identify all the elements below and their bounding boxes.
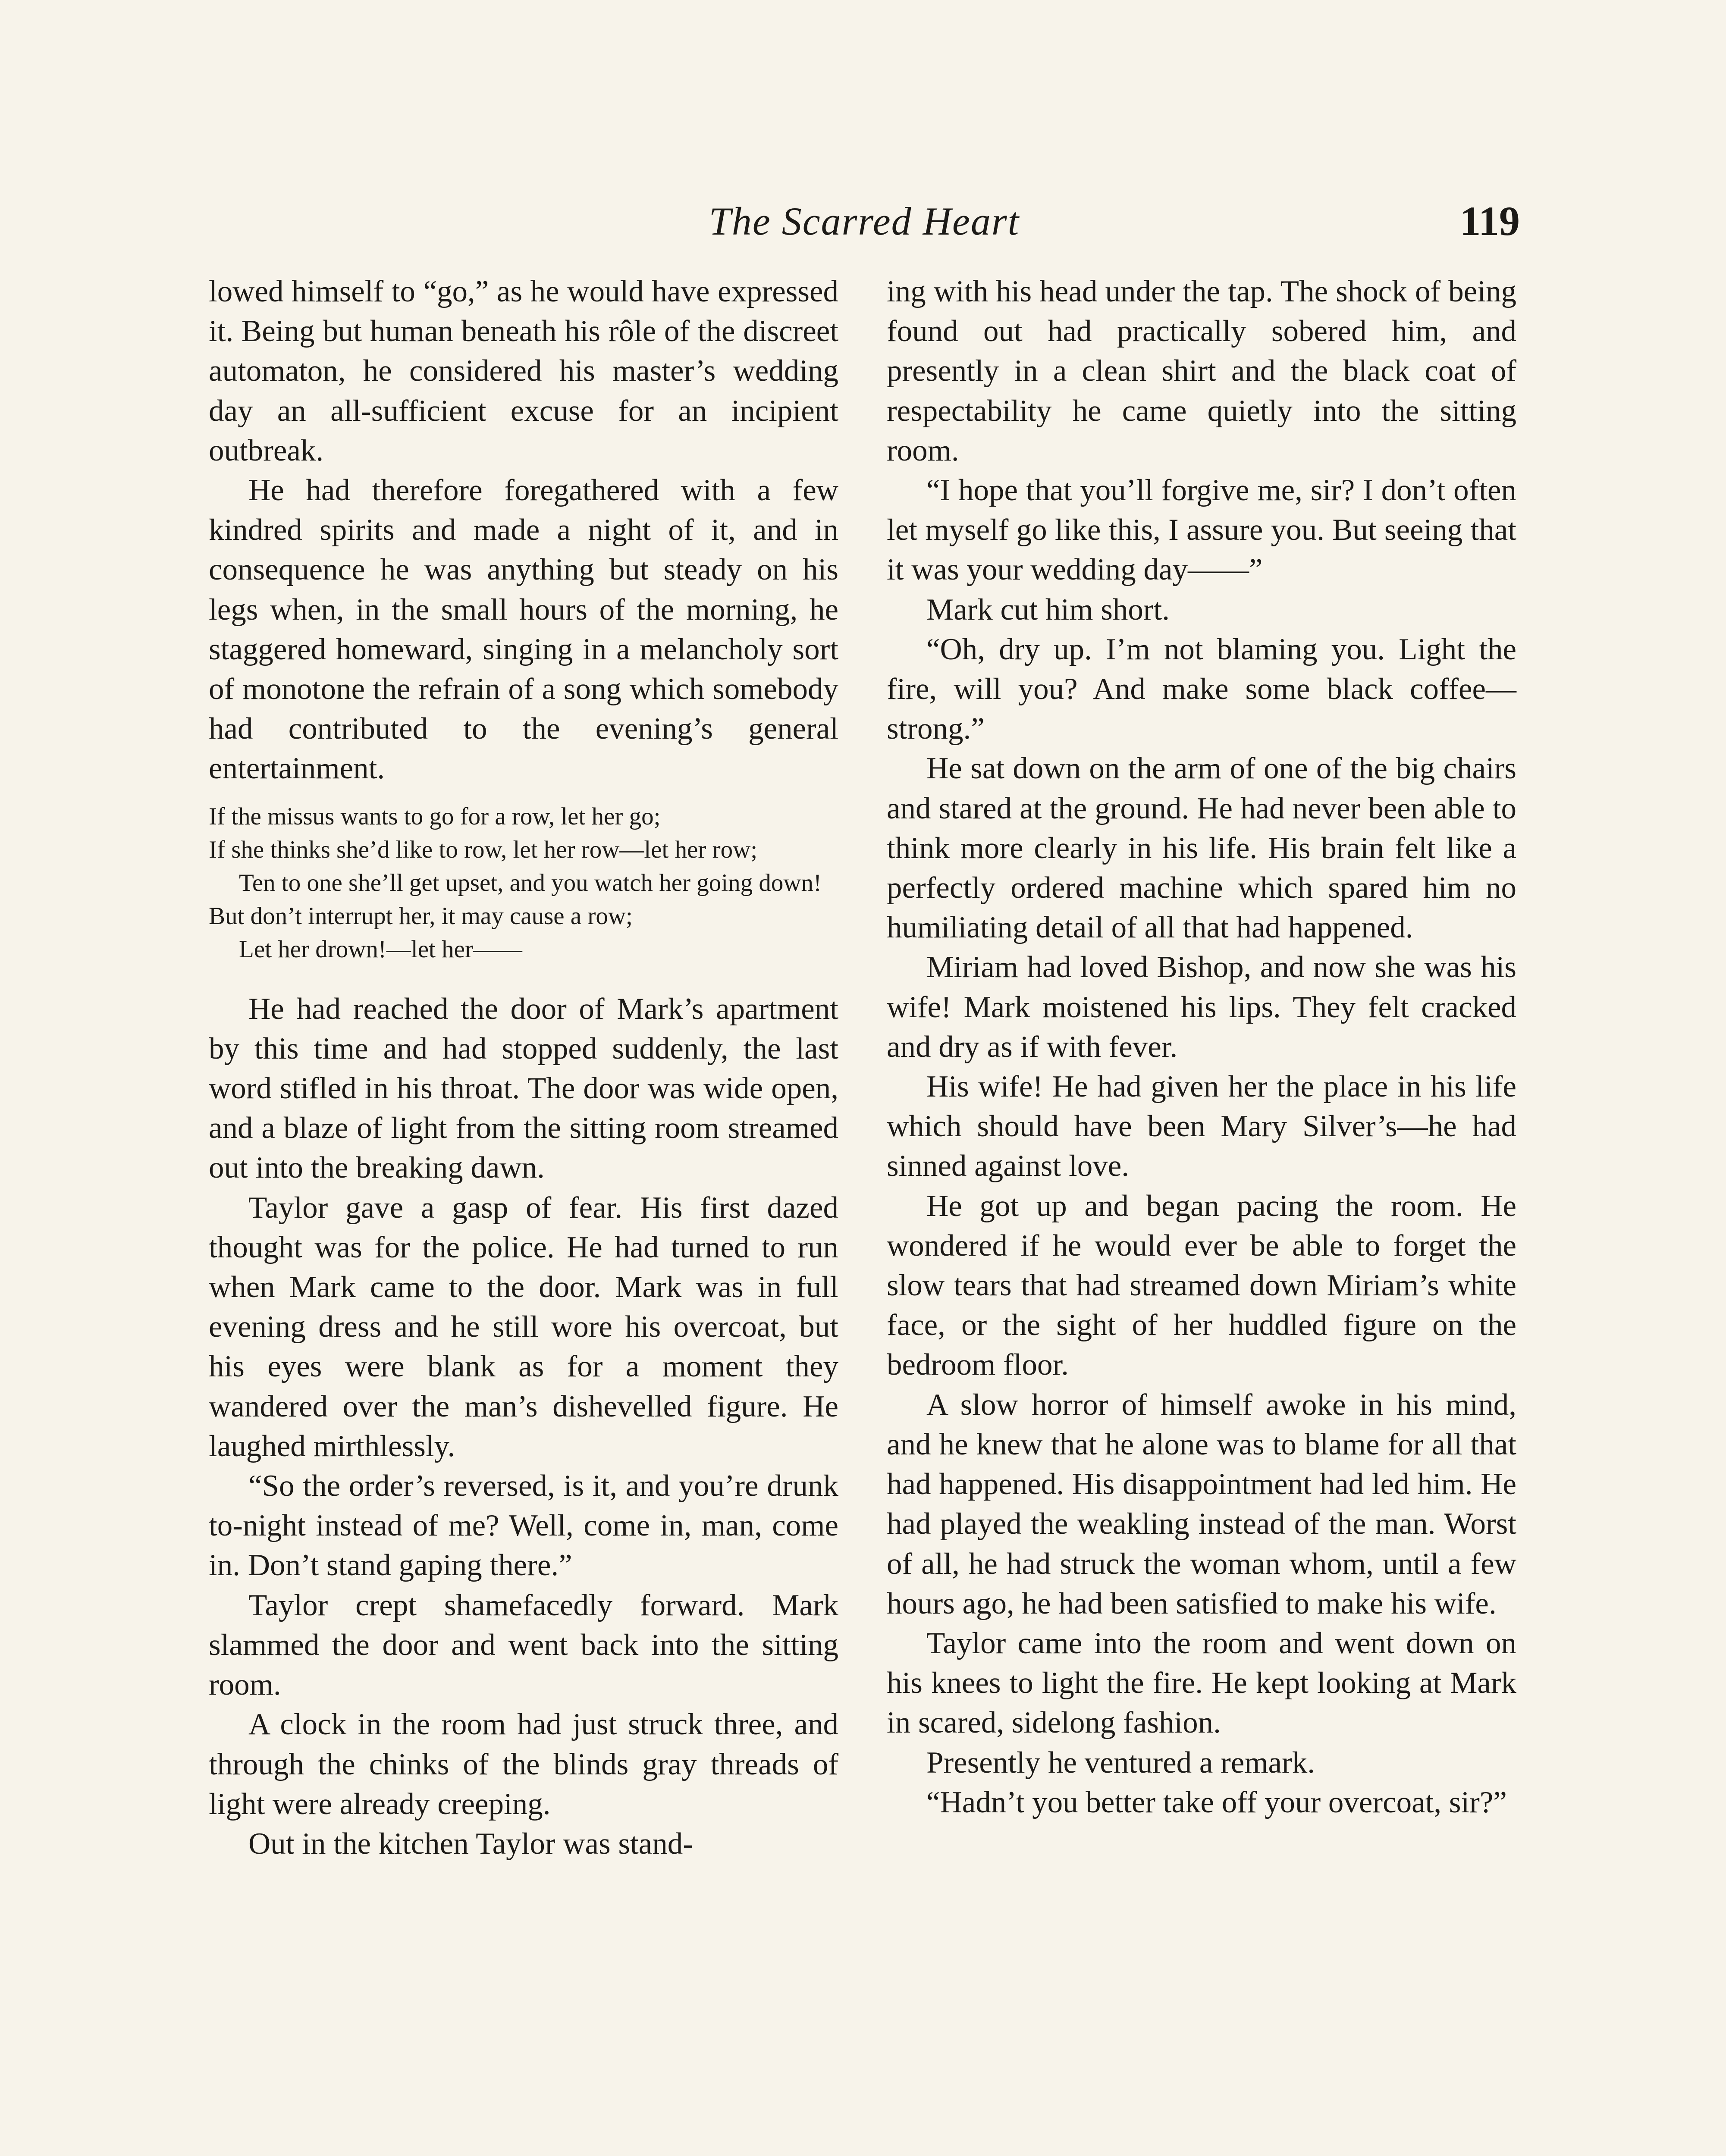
paragraph: Out in the kitchen Taylor was stand- [248, 1827, 693, 1861]
paragraph: Taylor gave a gasp of fear. His first dazed thought was for the police. He had turned to run when Mark came to the door. Mark was in full evening dress and he still wore his overcoat, but his eyes were blank as for a moment they wandered over the man’s dishevelled figure. He laughed mirthlessly. [209, 1191, 838, 1463]
paragraph: “Hadn’t you better take off your overcoat, sir?” [926, 1785, 1507, 1819]
page-header [209, 193, 1520, 249]
paragraph: Miriam had loved Bishop, and now she was his wife! Mark moistened his lips. They felt cracked and dry as if with fever. [887, 950, 1516, 1064]
verse-line: If the missus wants to go for a row, let her go; [209, 802, 661, 830]
paragraph: Taylor came into the room and went down on his knees to light the fire. He kept looking at Mark in scared, sidelong fashion. [887, 1626, 1516, 1740]
verse-line: Let her drown!—let her—— [239, 935, 522, 963]
paragraph: He got up and began pacing the room. He wondered if he would ever be able to forget the slow tears that had streamed down Miriam’s white face, or the sight of her huddled figure on the bedroom floor. [887, 1189, 1516, 1382]
paragraph: He sat down on the arm of one of the big chairs and stared at the ground. He had never been able to think more clearly in his life. His brain felt like a perfectly ordered machine which spared him no humiliating detail of all that had happened. [887, 752, 1516, 945]
paragraph: “Oh, dry up. I’m not blaming you. Light the fire, will you? And make some black coffee—strong.” [887, 632, 1516, 746]
verse-line: If she thinks she’d like to row, let her row—let her row; [209, 836, 758, 863]
running-title: The Scarred Heart [709, 199, 1020, 243]
verse-line: But don’t interrupt her, it may cause a row; [209, 902, 633, 930]
paragraph: “I hope that you’ll forgive me, sir? I don’t often let myself go like this, I assure you. But seeing that it was your wedding day——” [887, 473, 1516, 587]
paragraph: His wife! He had given her the place in his life which should have been Mary Silver’s—he had sinned against love. [887, 1070, 1516, 1183]
paragraph: Taylor crept shamefacedly forward. Mark slammed the door and went back into the sitting room. [209, 1588, 838, 1702]
paragraph: He had reached the door of Mark’s apartment by this time and had stopped suddenly, the last word stifled in his throat. The door was wide open, and a blaze of light from the sitting room streamed out into the breaking dawn. [209, 992, 838, 1185]
paragraph: ing with his head under the tap. The shock of being found out had practically sobered him, and presently in a clean shirt and the black coat of respectability he came quietly into the sitting room. [887, 275, 1516, 467]
paragraph: “So the order’s reversed, is it, and you’re drunk to-night instead of me? Well, come in, man, come in. Don’t stand gaping there.” [209, 1469, 838, 1583]
paragraph: Presently he ventured a remark. [926, 1745, 1315, 1780]
song-verse [209, 800, 838, 966]
right-column [887, 272, 1516, 1822]
paragraph: A clock in the room had just struck three, and through the chinks of the blinds gray threads of light were already creeping. [209, 1708, 838, 1821]
left-column [209, 272, 838, 1864]
paragraph: He had therefore foregathered with a few kindred spirits and made a night of it, and in consequence he was anything but steady on his legs when, in the small hours of the morning, he staggered homeward, singing in a melancholy sort of monotone the refrain of a song which somebody had contributed to the evening’s general entertainment. [209, 473, 838, 786]
verse-line: Ten to one she’ll get upset, and you watch her going down! [239, 869, 822, 896]
paragraph: Mark cut him short. [926, 592, 1170, 627]
paragraph: lowed himself to “go,” as he would have expressed it. Being but human beneath his rôle of the discreet automaton, he considered his master’s wedding day an all-sufficient excuse for an incipient outbreak. [209, 275, 838, 467]
paragraph: A slow horror of himself awoke in his mind, and he knew that he alone was to blame for all that had happened. His disappointment had led him. He had played the weakling instead of the man. Worst of all, he had struck the woman whom, until a few hours ago, he had been satisfied to make his wife. [887, 1388, 1516, 1620]
page-number: 119 [1460, 198, 1520, 244]
